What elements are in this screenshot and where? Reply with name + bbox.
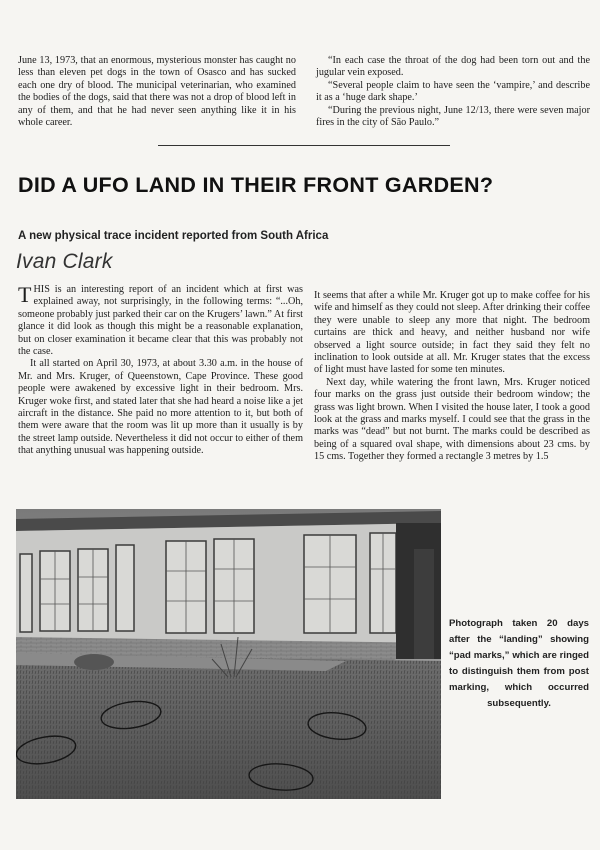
preceding-paragraph: “During the previous night, June 12/13, there were seven major fires in the city of São Paulo.”	[316, 104, 590, 129]
photo-caption: Photograph taken 20 days after the “landing” showing “pad marks,” which are ringed to distinguish them from post marking, which occurred subsequently.	[449, 618, 589, 709]
preceding-article-column-left	[18, 55, 296, 129]
article-paragraph: It all started on April 30, 1973, at about 3.30 a.m. in the house of Mr. and Mrs. Kruger, of Queenstown, Cape Province. These good people were awakened by excessive light in their bedroom. Mrs. Kruger woke first, and stated later that she had heard a noise like a jet aircraft in the distance. She paid no more attention to it, but both of them were aware that the room was lit up more than it usually is by the street lamp outside. Nevertheless it did not occur to either of them that anything unusual was happening outside.	[18, 358, 303, 457]
article-column-left	[18, 284, 303, 458]
article-headline: DID A UFO LAND IN THEIR FRONT GARDEN?	[18, 173, 494, 197]
preceding-article-column-right	[316, 55, 590, 129]
house-lawn-photo	[16, 509, 441, 799]
author-byline: Ivan Clark	[16, 250, 113, 273]
article-paragraph: Next day, while watering the front lawn, Mrs. Kruger noticed four marks on the grass just outside their bedroom window; the grass was light brown. When I visited the house later, I took a good look at the grass and marks myself. I could see that the grass in the marks was “dead” but not burnt. The marks could be described as being of a squared oval shape, with dimensions about 23 cms. by 15 cms. Together they formed a rectangle 3 metres by 1.5	[314, 376, 590, 463]
article-paragraph	[18, 284, 303, 358]
article-subheadline: A new physical trace incident reported from South Africa	[18, 230, 329, 242]
preceding-paragraph: “In each case the throat of the dog had been torn out and the jugular vein exposed.	[316, 55, 590, 79]
drop-cap: T	[18, 282, 32, 307]
preceding-paragraph: “Several people claim to have seen the ‘vampire,’ and describe it as a ‘huge dark shape.’	[316, 79, 590, 104]
first-paragraph-text: HIS is an interesting report of an incident which at first was explained away, not surprisingly, in the following terms: “...Oh, someone probably just parked their car on the Krugers’ lawn.” At first glance it did look as though this might be a reasonable explanation, but on closer examination it became clear that this was probably not the case.	[18, 284, 303, 358]
preceding-paragraph: June 13, 1973, that an enormous, mysterious monster has caught no less than eleven pet dogs in the town of Osasco and has sucked each one dry of blood. The municipal veterinarian, who examined the bodies of the dogs, said that there was not a drop of blood left in any of them, and that he had never seen anything like it in his whole career.	[18, 55, 296, 129]
article-column-right	[314, 290, 590, 464]
article-paragraph: It seems that after a while Mr. Kruger got up to make coffee for his wife and himself as they could not sleep. After drinking their coffee they were unable to sleep any more that night. The bedroom curtains are thick and heavy, and neither husband nor wife observed a light source outside; in fact they said they felt no inclination to look outside at all. Mr. Kruger states that the excess of light must have lasted for some ten minutes.	[314, 290, 590, 376]
section-divider	[158, 145, 450, 146]
